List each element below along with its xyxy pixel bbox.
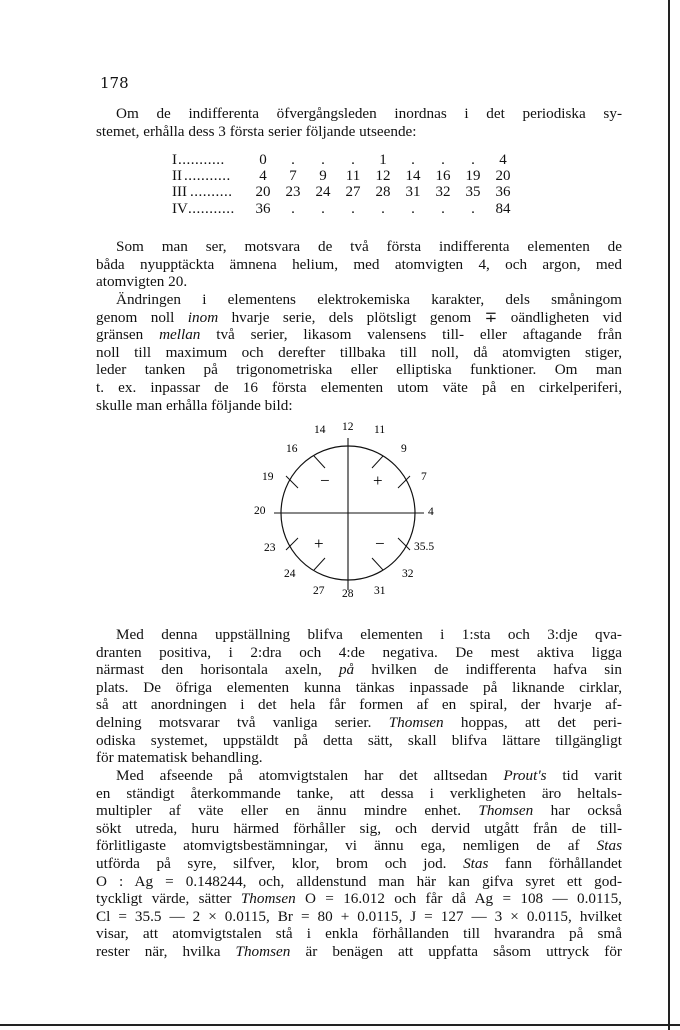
- emphasis-text: Thomsen: [240, 890, 296, 908]
- text-run: tyckligt värde, sätter: [96, 890, 241, 908]
- cell: 14: [405, 168, 421, 185]
- cell: 32: [435, 184, 451, 201]
- prout-paragraph: [96, 767, 622, 961]
- text-line: Om de indifferenta öfvergångsleden inordnas i det periodiska sy-: [116, 105, 622, 122]
- text-line: noll till maximum och derefter tillbaka till noll, då atomvigten stiger,: [96, 343, 622, 361]
- cell: 12: [375, 168, 391, 185]
- cell: .: [291, 152, 295, 168]
- emphasis-text: Stas: [596, 837, 622, 855]
- cell: 35: [465, 184, 481, 201]
- text-run: fann förhållandet: [488, 854, 623, 872]
- page-frame-bottom: [0, 1024, 680, 1026]
- text-line: båda nyupptäckta ämnena helium, med atomvigten 4, och argon, med: [96, 255, 622, 273]
- label-11: 11: [374, 424, 386, 436]
- emphasis-text: Stas: [463, 854, 489, 872]
- row-label: I: [172, 152, 177, 168]
- page-frame-right: [668, 0, 670, 1030]
- row-label: II: [172, 168, 182, 185]
- cell: 84: [495, 200, 511, 217]
- cell: 20: [495, 168, 511, 185]
- cell: 36: [255, 200, 271, 217]
- leader-dots: ...........: [188, 200, 235, 217]
- text-line: [96, 661, 622, 679]
- text-run: är benägen att uppfatta såsom uttryck för: [290, 942, 622, 960]
- text-line: O : Ag = 0.148244, och, alldenstund man här kan gifva syret ett god-: [96, 872, 622, 890]
- label-23: 23: [264, 542, 276, 554]
- text-line: [96, 837, 622, 855]
- cell: 24: [315, 184, 331, 201]
- emphasis-text: Prout's: [503, 767, 547, 784]
- intro-paragraph: [96, 105, 622, 140]
- page-number: 178: [100, 74, 129, 92]
- label-27: 27: [313, 585, 325, 597]
- table-row: [172, 152, 572, 168]
- leader-dots: ..........: [190, 184, 233, 201]
- table-row: [172, 184, 572, 200]
- cell: .: [321, 200, 325, 217]
- text-run: två serier, likasom valensens till- eller aftagande från: [200, 326, 622, 344]
- cell: 36: [495, 184, 511, 201]
- cell: 4: [259, 168, 267, 185]
- text-run: tid varit: [546, 767, 622, 784]
- change-paragraph: [96, 291, 622, 414]
- text-line: odiska systemet, uppstäldt på detta sätt, skall blifva lättare tillgängligt: [96, 731, 622, 749]
- cell: .: [471, 200, 475, 217]
- tick-mark: [398, 476, 410, 488]
- periodic-circle-diagram: [250, 418, 460, 603]
- tick-mark: [314, 456, 325, 468]
- label-19: 19: [262, 471, 274, 483]
- row-label: IV: [172, 200, 188, 217]
- text-run: hvarje serie, dels plötsligt genom ∓ oändligheten vid: [218, 308, 622, 326]
- sign-lower-left: +: [314, 534, 324, 553]
- text-line: [96, 943, 622, 961]
- cell: .: [411, 152, 415, 168]
- emphasis-text: på: [338, 661, 355, 679]
- cell: 28: [375, 184, 391, 201]
- cell: .: [381, 200, 385, 217]
- label-35-5: 35.5: [414, 541, 435, 553]
- text-line: atomvigten 20.: [96, 273, 188, 291]
- emphasis-text: mellan: [159, 326, 201, 344]
- cell: 7: [289, 168, 297, 185]
- quadrants-paragraph: [96, 626, 622, 767]
- text-line: en ständigt återkommande tanke, att dessa i verkligheten äro heltals-: [96, 784, 622, 802]
- text-line: dranten positiva, i 2:dra och 4:de negativa. De mest aktiva ligga: [96, 643, 622, 661]
- text-run: har också: [533, 802, 622, 820]
- cell: .: [471, 152, 475, 168]
- text-line: Med denna uppställning blifva elementen i 1:sta och 3:dje qva-: [116, 626, 622, 643]
- text-line: [96, 767, 622, 785]
- cell: .: [411, 200, 415, 217]
- emphasis-text: Thomsen: [388, 713, 444, 731]
- text-line: plats. De öfriga elementen kunna tänkas inpassade på liknande cirklar,: [96, 678, 622, 696]
- text-line: leder tanken på trigonometriska eller elliptiska funktioner. Om man: [96, 361, 622, 379]
- text-line: Cl = 35.5 — 2 × 0.0115, Br = 80 + 0.0115, J = 127 — 3 × 0.0115, hvilket: [96, 907, 622, 925]
- label-32: 32: [402, 568, 414, 580]
- row-label: III: [172, 184, 187, 201]
- text-line: sökt utreda, huru härmed förhåller sig, och dervid utgått från de till-: [96, 819, 622, 837]
- text-run: Med afseende på atomvigtstalen har det alltsedan: [116, 767, 504, 784]
- cell: 27: [345, 184, 361, 201]
- cell: .: [291, 200, 295, 217]
- sign-lower-right: −: [375, 534, 385, 553]
- label-31: 31: [374, 585, 386, 597]
- text-run: utförda på syre, silfver, klor, brom och jod.: [96, 854, 464, 872]
- sign-upper-right: +: [373, 471, 383, 490]
- cell: 19: [465, 168, 481, 185]
- emphasis-text: inom: [187, 308, 219, 326]
- cell: 20: [255, 184, 271, 201]
- text-run: hoppas, att det peri-: [443, 713, 622, 731]
- helium-paragraph: [96, 238, 622, 291]
- label-28: 28: [342, 588, 354, 600]
- text-line: Ändringen i elementens elektrokemiska karakter, dels småningom: [116, 291, 622, 308]
- text-line: [96, 802, 622, 820]
- tick-mark: [372, 456, 383, 468]
- cell: 11: [345, 168, 361, 185]
- cell: .: [441, 152, 445, 168]
- text-line: stemet, erhålla dess 3 första serier följande utseende:: [96, 122, 417, 140]
- tick-mark: [398, 538, 410, 550]
- text-line: för matematisk behandling.: [96, 749, 263, 767]
- label-9: 9: [401, 443, 407, 455]
- cell: 4: [499, 152, 507, 168]
- text-run: förlitligaste atomvigtsbestämningar, vi ännu ega, nemligen de af: [96, 837, 597, 855]
- label-4: 4: [428, 506, 434, 518]
- label-16: 16: [286, 443, 298, 455]
- label-14: 14: [314, 424, 326, 436]
- text-run: delning motsvarar två vanliga serier.: [96, 713, 389, 731]
- label-12: 12: [342, 421, 354, 433]
- text-run: multipler af väte eller en ännu mindre enhet.: [96, 802, 479, 820]
- label-7: 7: [421, 471, 427, 483]
- text-run: rester när, hvilka: [96, 942, 236, 960]
- text-run: hvilken de indifferenta hafva sin: [354, 661, 622, 679]
- leader-dots: ...........: [178, 152, 225, 168]
- text-line: [96, 855, 622, 873]
- cell: 1: [379, 152, 387, 168]
- emphasis-text: Thomsen: [235, 942, 291, 960]
- table-row: [172, 201, 572, 217]
- text-line: [96, 326, 622, 344]
- cell: .: [351, 152, 355, 168]
- cell: 9: [319, 168, 327, 185]
- cell: 0: [259, 152, 267, 168]
- text-line: Som man ser, motsvara de två första indifferenta elementen de: [116, 238, 622, 255]
- table-row: [172, 168, 572, 184]
- series-table: [172, 152, 572, 217]
- text-run: närmast den horisontala axeln,: [96, 661, 339, 679]
- text-line: [96, 714, 622, 732]
- text-line: [96, 309, 622, 327]
- text-run: O = 16.012 och får då Ag = 108 — 0.0115,: [295, 890, 622, 908]
- cell: .: [351, 200, 355, 217]
- leader-dots: ...........: [184, 168, 231, 185]
- sign-upper-left: −: [320, 471, 330, 490]
- emphasis-text: Thomsen: [478, 802, 534, 820]
- text-line: visar, att atomvigtstalen stå i enkla förhållanden till hvarandra på små: [96, 925, 622, 943]
- cell: 16: [435, 168, 451, 185]
- text-line: skulle man erhålla följande bild:: [96, 396, 293, 414]
- text-line: så att anordningen i det hela får formen af en spiral, der hvarje af-: [96, 696, 622, 714]
- cell: .: [441, 200, 445, 217]
- text-line: [96, 890, 622, 908]
- cell: 23: [285, 184, 301, 201]
- tick-mark: [314, 558, 325, 570]
- text-run: genom noll: [96, 308, 188, 326]
- label-24: 24: [284, 568, 296, 580]
- label-20: 20: [254, 505, 266, 517]
- text-run: gränsen: [96, 326, 160, 344]
- tick-mark: [286, 538, 298, 550]
- cell: .: [321, 152, 325, 168]
- cell: 31: [405, 184, 421, 201]
- tick-mark: [286, 476, 298, 488]
- text-line: t. ex. inpassar de 16 första elementen utom väte på en cirkelperiferi,: [96, 378, 622, 396]
- tick-mark: [372, 558, 383, 570]
